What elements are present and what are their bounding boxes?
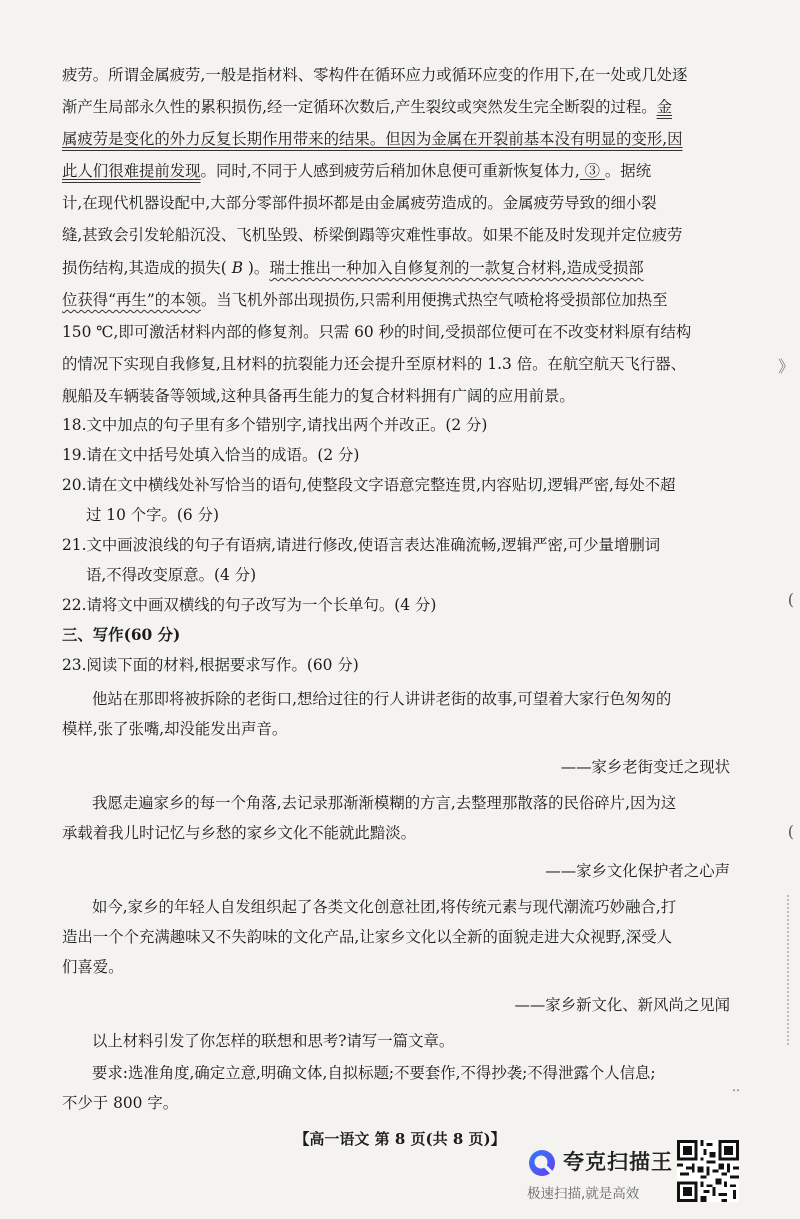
scanner-watermark: [527, 1146, 677, 1206]
scanner-brand: 夸克扫描王: [563, 1150, 673, 1174]
passage-text: 损伤结构,其造成的损失(: [62, 259, 227, 277]
writing-prompt: 以上材料引发了你怎样的联想和思考?请写一篇文章。: [92, 1032, 455, 1050]
qr-code-icon: [677, 1140, 739, 1202]
passage-text: 渐产生局部永久性的累积损伤,经一定循环次数后,产生裂纹或突然发生完全断裂的过程。: [62, 98, 657, 116]
passage-line: 疲劳。所谓金属疲劳,一般是指材料、零构件在循环应力或循环应变的作用下,在一处或几处逐: [62, 66, 688, 84]
edge-mark: ‥: [731, 1080, 740, 1094]
writing-requirements: 要求:选准角度,确定立意,明确文体,自拟标题;不要套作,不得抄袭;不得泄露个人信息;: [92, 1064, 656, 1082]
question-22: 22.请将文中画双横线的句子改写为一个长单句。(4 分): [62, 596, 437, 614]
edge-mark: (: [787, 590, 794, 609]
material-1-cont: 模样,张了张嘴,却没能发出声音。: [62, 720, 288, 738]
material-1: 他站在那即将被拆除的老街口,想给过往的行人讲讲老街的故事,可望着大家行色匆匆的: [92, 690, 672, 708]
material-2-source: ——家乡文化保护者之心声: [545, 862, 730, 880]
material-3: 如今,家乡的年轻人自发组织起了各类文化创意社团,将传统元素与现代潮流巧妙融合,打: [92, 898, 677, 916]
passage-text: 。据统: [604, 162, 652, 180]
question-19: 19.请在文中括号处填入恰当的成语。(2 分): [62, 446, 360, 464]
wavy-underlined-sentence: 瑞士推出一种加入自修复剂的一款复合材料,造成受损部: [269, 259, 644, 277]
handwritten-answer: B: [226, 259, 248, 277]
passage-text: 。同时,不同于人感到疲劳后稍加休息便可重新恢复体力,: [200, 162, 580, 180]
passage-line: 舰船及车辆装备等领域,这种具备再生能力的复合材料拥有广阔的应用前景。: [62, 387, 575, 405]
passage-text: 。当飞机外部出现损伤,只需利用便携式热空气喷枪将受损部位加热至: [200, 291, 668, 309]
passage-line: 150 ℃,即可激活材料内部的修复剂。只需 60 秒的时间,受损部位便可在不改变材料原有结构: [62, 323, 692, 341]
quark-logo-icon: [527, 1148, 557, 1178]
material-3-cont: 们喜爱。: [62, 958, 124, 976]
question-21: 21.文中画波浪线的句子有语病,请进行修改,使语言表达准确流畅,逻辑严密,可少量增删词: [62, 536, 661, 554]
section-title: 三、写作(60 分): [62, 626, 181, 644]
scanner-slogan: 极速扫描,就是高效: [527, 1186, 640, 1202]
passage-line: 的情况下实现自我修复,且材料的抗裂能力还会提升至原材料的 1.3 倍。在航空航天飞行器、: [62, 355, 686, 373]
passage-line: [62, 289, 668, 311]
question-20-cont: 过 10 个字。(6 分): [86, 506, 220, 524]
double-underlined-text: 人们很难提前发现: [77, 162, 201, 180]
edge-mark: (: [787, 822, 794, 841]
double-underlined-text: 金: [656, 98, 673, 116]
question-23: 23.阅读下面的材料,根据要求写作。(60 分): [62, 656, 359, 674]
double-underlined-sentence: 属疲劳是变化的外力反复长期作用带来的结果。但因为金属在开裂前基本没有明显的变形,因: [62, 130, 683, 148]
dotted-sentence: 缝,甚致会引发轮船沉没、飞机坠毁、桥梁倒蹋等灾难性事故。如果不能及时发现并定位疲劳: [62, 226, 683, 244]
question-20: 20.请在文中横线处补写恰当的语句,使整段文字语意完整连贯,内容贴切,逻辑严密,每处不超: [62, 476, 676, 494]
passage-line: [62, 257, 644, 279]
question-21-cont: 语,不得改变原意。(4 分): [86, 566, 257, 584]
passage-line: [62, 160, 651, 182]
writing-requirements-cont: 不少于 800 字。: [62, 1094, 179, 1112]
answer-blank-3: ③: [579, 162, 605, 180]
material-2: 我愿走遍家乡的每一个角落,去记录那渐渐模糊的方言,去整理那散落的民俗碎片,因为这: [92, 794, 677, 812]
edge-mark: 》: [777, 357, 794, 376]
material-1-source: ——家乡老街变迁之现状: [560, 758, 730, 776]
material-2-cont: 承载着我儿时记忆与乡愁的家乡文化不能就此黯淡。: [62, 824, 416, 842]
passage-line: [62, 96, 672, 118]
dotted-sentence: 计,在现代机器设配中,大部分零部件损坏都是由金属疲劳造成的。金属疲劳导致的细小裂: [62, 194, 657, 212]
margin-dotted-line: [787, 895, 791, 1045]
passage-text: )。: [247, 259, 270, 277]
wavy-underlined-sentence: 位获得“再生”的本领: [62, 291, 201, 309]
double-underlined-text: 此: [62, 162, 78, 180]
page-footer: 【高一语文 第 8 页(共 8 页)】: [294, 1130, 506, 1148]
question-18: 18.文中加点的句子里有多个错别字,请找出两个并改正。(2 分): [62, 416, 488, 434]
material-3-cont: 造出一个个充满趣味又不失韵味的文化产品,让家乡文化以全新的面貌走进大众视野,深受人: [62, 928, 673, 946]
material-3-source: ——家乡新文化、新风尚之见闻: [514, 996, 730, 1014]
